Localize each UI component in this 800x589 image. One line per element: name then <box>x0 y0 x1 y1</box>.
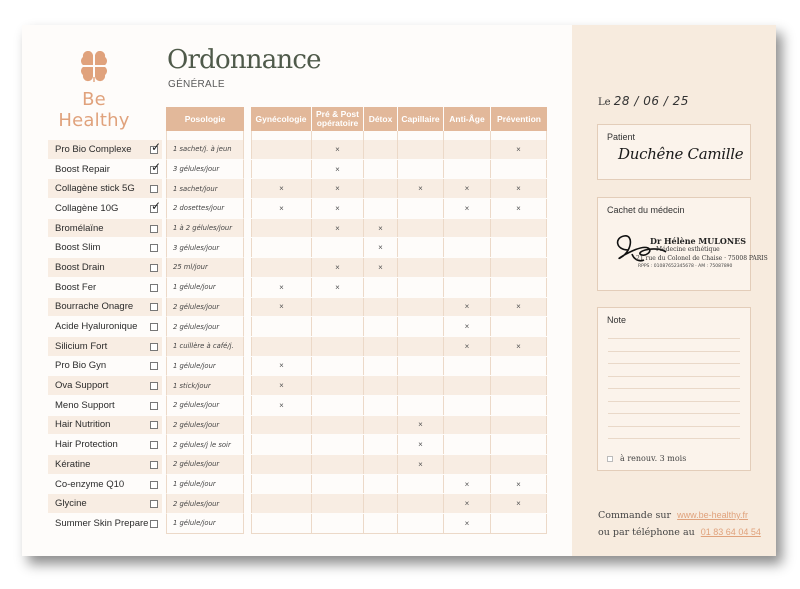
indication-cell <box>398 238 444 257</box>
product-name: Kératine <box>55 458 91 470</box>
indication-cell <box>491 357 547 376</box>
indication-row <box>251 337 547 357</box>
indication-cell <box>491 258 547 277</box>
indication-cell: × <box>312 160 364 179</box>
product-row <box>48 376 162 396</box>
renew-option[interactable] <box>607 454 686 463</box>
product-name: Pro Bio Gyn <box>55 360 107 372</box>
indication-cell <box>444 396 491 415</box>
indication-cell: × <box>491 475 547 494</box>
product-row <box>48 475 162 495</box>
product-name: Bromélaïne <box>55 222 104 234</box>
indication-cell <box>491 278 547 297</box>
product-checkbox[interactable] <box>150 284 158 292</box>
indication-cell <box>251 455 312 474</box>
renew-checkbox[interactable] <box>607 456 613 462</box>
indication-cell <box>364 317 398 336</box>
indication-cell <box>444 140 491 159</box>
indication-cell: × <box>251 199 312 218</box>
indication-row <box>251 435 547 455</box>
product-name: Hair Nutrition <box>55 419 111 431</box>
product-name: Summer Skin Prepare <box>55 517 149 529</box>
indication-cell <box>444 160 491 179</box>
product-name: Silicium Fort <box>55 340 108 352</box>
indication-cell <box>398 475 444 494</box>
indication-cell: × <box>491 494 547 513</box>
indication-cell <box>491 376 547 395</box>
order-text: Commande sur <box>598 510 672 521</box>
date-value: 28 / 06 / 25 <box>613 94 689 108</box>
indication-cell <box>364 298 398 317</box>
indication-cell <box>398 396 444 415</box>
indication-cell: × <box>312 278 364 297</box>
product-name: Collagène 10G <box>55 202 119 214</box>
page-title: Ordonnance <box>167 45 321 75</box>
product-checkbox[interactable] <box>150 159 162 174</box>
stamp-label: Cachet du médecin <box>607 205 685 215</box>
indication-cell <box>251 258 312 277</box>
indication-cell <box>444 416 491 435</box>
brand-logo <box>46 51 142 131</box>
product-row <box>48 435 162 455</box>
note-label: Note <box>607 315 627 325</box>
indication-cell <box>491 219 547 238</box>
indication-cell <box>398 357 444 376</box>
product-checkbox[interactable] <box>150 421 158 429</box>
note-box[interactable] <box>597 307 751 471</box>
product-name: Hair Protection <box>55 439 118 451</box>
indication-cell <box>251 317 312 336</box>
product-name: Boost Drain <box>55 261 105 273</box>
indication-cell: × <box>364 258 398 277</box>
product-row <box>48 337 162 357</box>
indication-cell <box>491 514 547 533</box>
product-name: Pro Bio Complexe <box>55 143 132 155</box>
indication-cell <box>398 219 444 238</box>
dose-cell: 1 gélule/jour <box>166 357 244 377</box>
product-row <box>48 298 162 318</box>
indication-cell <box>364 357 398 376</box>
check-icon: ✓ <box>151 159 162 174</box>
indication-cell <box>398 298 444 317</box>
product-checkbox[interactable] <box>150 402 158 410</box>
indication-cell <box>364 455 398 474</box>
indication-cell <box>491 435 547 454</box>
indication-cell: × <box>251 298 312 317</box>
indication-cell: × <box>398 416 444 435</box>
indication-cell <box>364 376 398 395</box>
product-row <box>48 396 162 416</box>
indication-cell <box>364 514 398 533</box>
product-checkbox[interactable] <box>150 382 158 390</box>
dose-cell: 2 gélules/jour <box>166 396 244 416</box>
indication-cell: × <box>312 140 364 159</box>
product-row <box>48 179 162 199</box>
product-name: Glycine <box>55 498 87 510</box>
prescription-date <box>598 94 689 108</box>
indication-cell <box>444 435 491 454</box>
indication-cell <box>364 337 398 356</box>
product-checkbox[interactable] <box>150 225 158 233</box>
indication-row <box>251 317 547 337</box>
posologie-column <box>166 107 244 534</box>
indication-cell <box>364 199 398 218</box>
product-row <box>48 278 162 298</box>
product-checkbox[interactable] <box>150 500 158 508</box>
indication-row <box>251 298 547 318</box>
indication-cell: × <box>491 298 547 317</box>
indication-cell <box>398 199 444 218</box>
indication-cell <box>444 455 491 474</box>
indication-cell <box>312 416 364 435</box>
product-list <box>48 140 162 534</box>
indication-cell: × <box>491 140 547 159</box>
indication-row <box>251 238 547 258</box>
product-checkbox[interactable] <box>150 362 158 370</box>
indication-cell <box>312 298 364 317</box>
indication-cell <box>398 514 444 533</box>
indication-cell <box>312 435 364 454</box>
indication-cell: × <box>398 435 444 454</box>
indication-cell <box>444 278 491 297</box>
indication-row <box>251 219 547 239</box>
product-name: Bourrache Onagre <box>55 301 134 313</box>
product-checkbox[interactable] <box>150 481 158 489</box>
column-header: Capillaire <box>398 107 444 131</box>
indication-cell <box>251 140 312 159</box>
column-header: Anti-Âge <box>444 107 491 131</box>
date-prefix: Le <box>598 97 611 108</box>
indication-cell: × <box>444 475 491 494</box>
indication-cell <box>312 317 364 336</box>
posologie-header: Posologie <box>166 107 244 131</box>
indication-cell <box>251 160 312 179</box>
indication-cell <box>364 435 398 454</box>
indication-cell <box>491 455 547 474</box>
indication-cell: × <box>444 317 491 336</box>
doctor-ids: RPPS : 01087652345678 · AM : 75087890 <box>638 264 733 269</box>
dose-cell: 2 gélules/jour <box>166 494 244 514</box>
indication-row <box>251 179 547 199</box>
product-name: Meno Support <box>55 399 115 411</box>
indication-cell <box>398 258 444 277</box>
page-subtitle: GÉNÉRALE <box>168 79 225 90</box>
indication-cell: × <box>444 179 491 198</box>
indication-cell <box>364 140 398 159</box>
doctor-specialty: Médecine esthétique <box>656 246 720 253</box>
dose-cell: 1 gélule/jour <box>166 278 244 298</box>
indication-cell <box>491 238 547 257</box>
indication-cell <box>398 337 444 356</box>
patient-name: Duchêne Camille <box>618 145 744 163</box>
column-header: Prévention <box>491 107 547 131</box>
indication-header <box>251 107 547 131</box>
dose-cell: 1 gélule/jour <box>166 475 244 495</box>
indication-cell <box>312 494 364 513</box>
indication-cell <box>251 219 312 238</box>
indication-cell <box>364 396 398 415</box>
renew-label: à renouv. 3 mois <box>620 454 687 463</box>
indication-cell <box>364 278 398 297</box>
indication-cell <box>312 376 364 395</box>
product-checkbox[interactable] <box>150 244 158 252</box>
indication-row <box>251 494 547 514</box>
brand-name: Be Healthy <box>58 89 130 131</box>
indication-cell <box>398 278 444 297</box>
indication-cell <box>444 238 491 257</box>
indication-cell: × <box>444 494 491 513</box>
indication-cell <box>398 494 444 513</box>
indication-cell <box>444 376 491 395</box>
indication-cell <box>491 317 547 336</box>
indication-cell <box>364 179 398 198</box>
product-checkbox[interactable] <box>150 185 158 193</box>
dose-cell: 25 ml/jour <box>166 258 244 278</box>
indication-cell: × <box>364 219 398 238</box>
product-name: Collagène stick 5G <box>55 183 135 195</box>
website-link[interactable]: www.be-healthy.fr <box>677 510 748 520</box>
indication-cell: × <box>491 199 547 218</box>
indication-cell: × <box>491 179 547 198</box>
indication-cell: × <box>251 376 312 395</box>
dose-cell: 2 gélules/jour <box>166 416 244 436</box>
indication-row <box>251 514 547 534</box>
indication-cell: × <box>312 219 364 238</box>
dose-cell: 1 sachet/j. à jeun <box>166 140 244 160</box>
product-row <box>48 238 162 258</box>
indication-row <box>251 455 547 475</box>
product-name: Acide Hyaluronique <box>55 321 138 333</box>
indication-cell: × <box>251 278 312 297</box>
indication-cell: × <box>398 455 444 474</box>
indication-cell: × <box>312 199 364 218</box>
indication-cell: × <box>491 337 547 356</box>
product-checkbox[interactable] <box>150 198 162 213</box>
indication-cell <box>364 494 398 513</box>
indication-row <box>251 258 547 278</box>
product-checkbox[interactable] <box>150 520 158 528</box>
indication-cell <box>251 435 312 454</box>
dose-cell: 3 gélules/jour <box>166 238 244 258</box>
dose-cell: 2 gélules/j le soir <box>166 435 244 455</box>
dose-cell: 1 stick/jour <box>166 376 244 396</box>
product-checkbox[interactable] <box>150 323 158 331</box>
indication-cell <box>444 219 491 238</box>
doctor-stamp-box <box>597 197 768 291</box>
patient-box <box>597 124 751 180</box>
indication-cell: × <box>444 298 491 317</box>
product-row <box>48 357 162 377</box>
indication-cell: × <box>251 396 312 415</box>
indication-cell <box>444 357 491 376</box>
product-name: Boost Repair <box>55 163 110 175</box>
indication-row <box>251 416 547 436</box>
column-header: Pré & Post opératoire <box>312 107 364 131</box>
doctor-name: Dr Hélène MULONES <box>650 236 747 246</box>
indication-cell <box>312 357 364 376</box>
product-row <box>48 219 162 239</box>
indication-cell <box>444 258 491 277</box>
indication-cell <box>491 416 547 435</box>
indication-cell <box>398 160 444 179</box>
product-name: Ova Support <box>55 380 109 392</box>
clover-icon <box>79 51 109 83</box>
indication-row <box>251 376 547 396</box>
dose-cell: 2 gélules/jour <box>166 298 244 318</box>
indication-cell <box>312 396 364 415</box>
order-footer <box>598 507 761 541</box>
indication-row <box>251 396 547 416</box>
doctor-address: 21 rue du Colonel de Chaise · 75008 PARIS <box>636 255 768 262</box>
indication-cell: × <box>444 337 491 356</box>
patient-label: Patient <box>607 132 636 142</box>
indication-cell <box>364 160 398 179</box>
indication-row <box>251 199 547 219</box>
indication-cell <box>312 455 364 474</box>
product-row <box>48 494 162 514</box>
product-row <box>48 317 162 337</box>
check-icon: ✓ <box>151 139 162 154</box>
indication-cell <box>312 238 364 257</box>
column-header: Détox <box>364 107 398 131</box>
indication-row <box>251 140 547 160</box>
dose-cell: 1 à 2 gélules/jour <box>166 219 244 239</box>
product-checkbox[interactable] <box>150 264 158 272</box>
indication-cell: × <box>364 238 398 257</box>
indication-cell: × <box>312 179 364 198</box>
phone-link[interactable]: 01 83 64 04 54 <box>700 527 761 537</box>
indication-row <box>251 278 547 298</box>
indication-row <box>251 475 547 495</box>
product-row <box>48 140 162 160</box>
product-row <box>48 455 162 475</box>
product-checkbox[interactable] <box>150 139 162 154</box>
indication-cell <box>251 238 312 257</box>
product-checkbox[interactable] <box>150 343 158 351</box>
product-checkbox[interactable] <box>150 441 158 449</box>
dose-cell: 2 gélules/jour <box>166 317 244 337</box>
indication-cell: × <box>251 357 312 376</box>
indication-cell: × <box>444 199 491 218</box>
indication-cell <box>251 416 312 435</box>
product-row <box>48 416 162 436</box>
indication-cell <box>491 396 547 415</box>
product-row <box>48 258 162 278</box>
prescription-sheet <box>22 25 776 556</box>
phone-text: ou par téléphone au <box>598 527 695 538</box>
dose-cell: 1 sachet/jour <box>166 179 244 199</box>
check-icon: ✓ <box>151 198 162 213</box>
indication-cell <box>251 475 312 494</box>
dose-cell: 2 dosettes/jour <box>166 199 244 219</box>
indication-cell <box>398 140 444 159</box>
indication-cell <box>312 514 364 533</box>
indication-cell <box>251 337 312 356</box>
column-header: Gynécologie <box>251 107 312 131</box>
product-row <box>48 514 162 534</box>
product-row <box>48 199 162 219</box>
product-name: Co-enzyme Q10 <box>55 478 125 490</box>
indication-cell: × <box>444 514 491 533</box>
product-checkboxes <box>147 140 161 534</box>
dose-cell: 1 gélule/jour <box>166 514 244 534</box>
indication-grid <box>251 107 547 534</box>
indication-cell <box>251 514 312 533</box>
indication-row <box>251 160 547 180</box>
indication-cell <box>364 475 398 494</box>
indication-cell: × <box>398 179 444 198</box>
indication-cell <box>312 475 364 494</box>
indication-cell: × <box>312 258 364 277</box>
indication-cell <box>491 160 547 179</box>
product-row <box>48 160 162 180</box>
indication-row <box>251 357 547 377</box>
dose-cell: 3 gélules/jour <box>166 160 244 180</box>
product-name: Boost Fer <box>55 281 97 293</box>
indication-cell <box>398 317 444 336</box>
product-checkbox[interactable] <box>150 461 158 469</box>
indication-cell <box>364 416 398 435</box>
dose-cell: 1 cuillère à café/j. <box>166 337 244 357</box>
product-name: Boost Slim <box>55 242 101 254</box>
product-checkbox[interactable] <box>150 303 158 311</box>
indication-cell: × <box>251 179 312 198</box>
indication-cell <box>251 494 312 513</box>
indication-cell <box>312 337 364 356</box>
indication-cell <box>398 376 444 395</box>
dose-cell: 2 gélules/jour <box>166 455 244 475</box>
